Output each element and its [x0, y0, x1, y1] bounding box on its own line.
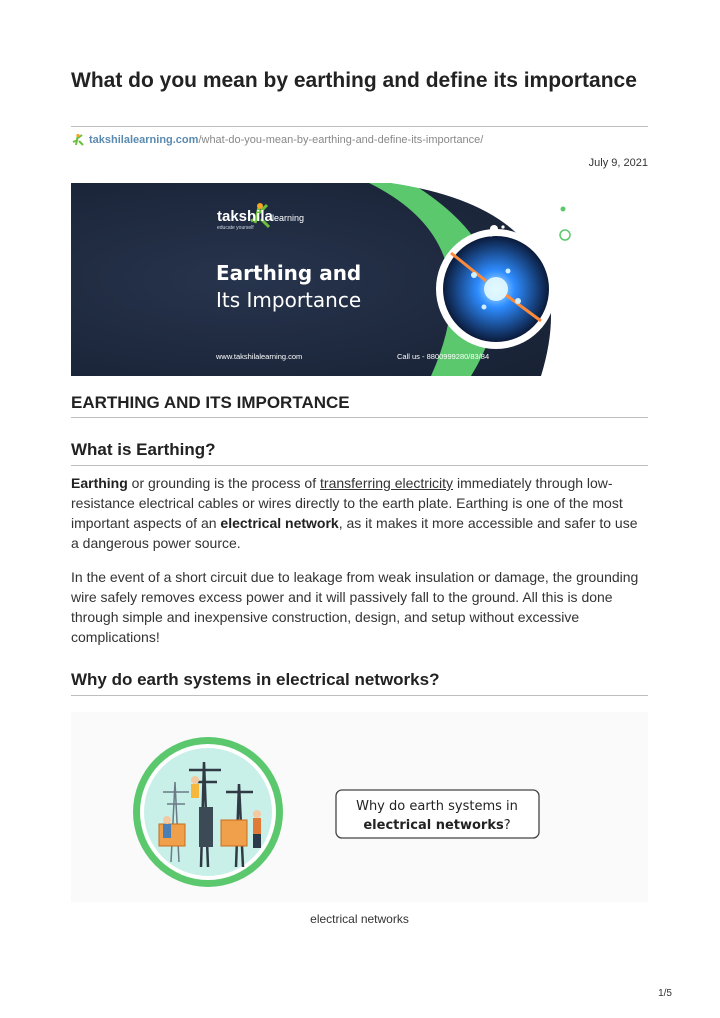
figure-box-line1: Why do earth systems in — [356, 799, 518, 814]
banner-brand-suffix: learning — [272, 213, 305, 223]
bold-earthing: Earthing — [71, 475, 128, 491]
source-path-link[interactable]: /what-do-you-mean-by-earthing-and-define-its-importance/ — [198, 134, 484, 146]
hero-banner — [71, 183, 648, 376]
section-heading-what: What is Earthing? — [71, 440, 216, 459]
bold-electrical-network: electrical network — [220, 515, 339, 531]
banner-brand: takshila — [217, 208, 273, 225]
text-run: , as it makes it more accessible and safer to use a dangerous power source. — [71, 515, 638, 551]
transferring-electricity-link[interactable]: transferring electricity — [320, 475, 454, 491]
electrician-illustration-icon — [133, 737, 283, 887]
banner-brand-tag: educate yourself — [217, 225, 254, 231]
heading-divider — [71, 465, 648, 466]
paragraph-earthing-definition — [71, 473, 648, 553]
heading-divider — [71, 695, 648, 696]
figure-box-line2-bold: electrical networks — [363, 818, 504, 833]
text-run: immediately through low-resistance electrical cables or wires directly to the earth plate. Earthing is one of the most important aspects of an — [71, 475, 623, 531]
banner-graphic — [71, 183, 648, 376]
text-run: or grounding is the process of — [127, 475, 321, 491]
source-line — [71, 133, 483, 147]
electrical-networks-figure — [71, 712, 648, 902]
banner-phone: Call us - 8800999280/83/84 — [397, 352, 490, 361]
publish-date: July 9, 2021 — [588, 157, 648, 169]
figure-caption: electrical networks — [310, 912, 409, 926]
figure-box-line2-end: ? — [503, 818, 511, 833]
title-divider — [71, 126, 648, 127]
section-heading-main: EARTHING AND ITS IMPORTANCE — [71, 393, 350, 412]
takshila-logo-icon — [71, 133, 85, 147]
page-title: What do you mean by earthing and define its importance — [71, 69, 637, 92]
section-heading-why: Why do earth systems in electrical networks? — [71, 670, 440, 689]
source-domain-link[interactable]: takshilalearning.com — [89, 134, 199, 146]
banner-heading-line2: Its Importance — [216, 288, 362, 312]
figure-graphic — [71, 712, 648, 902]
banner-website: www.takshilalearning.com — [216, 352, 303, 361]
banner-heading-line1: Earthing and — [216, 261, 362, 285]
heading-divider — [71, 417, 648, 418]
paragraph-short-circuit: In the event of a short circuit due to leakage from weak insulation or damage, the grounding wire safely removes excess power and it will passively fall to the ground. All this is done through simple and inexpensive construction, design, and setup without excessive complications! — [71, 569, 639, 645]
figure-box-line2 — [363, 818, 510, 833]
page-number: 1/5 — [658, 988, 672, 999]
